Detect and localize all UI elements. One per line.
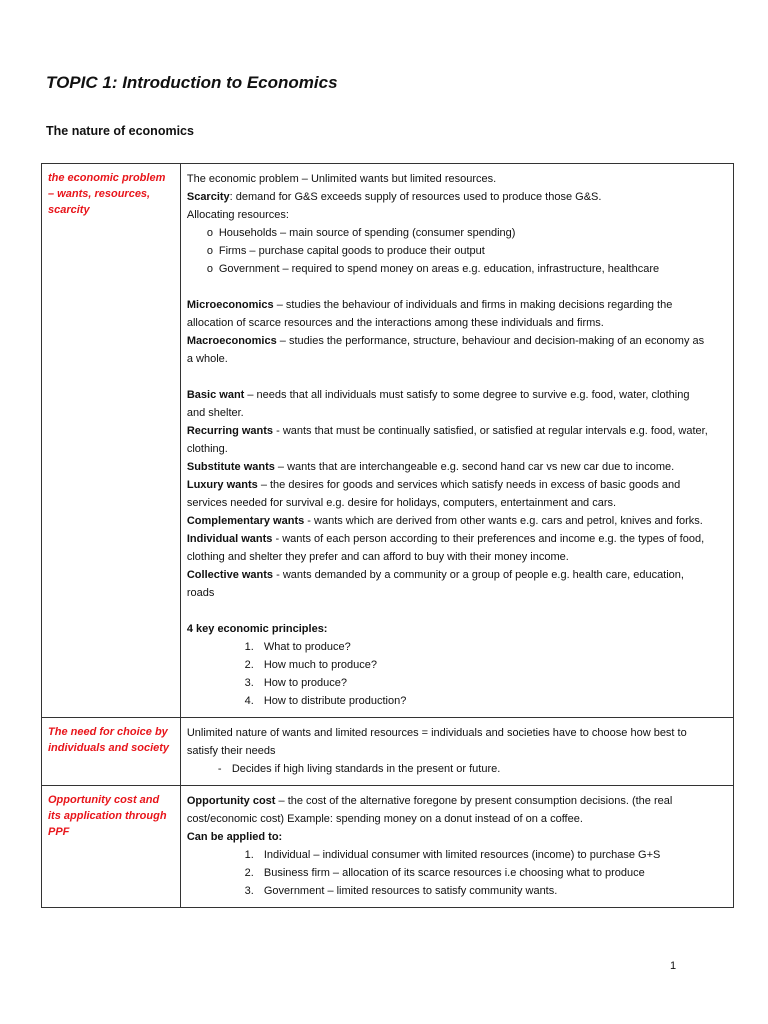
applied-heading — [187, 828, 727, 846]
list-item — [187, 224, 727, 242]
scarcity-definition — [187, 188, 727, 206]
definition: – wants that are interchangeable e.g. second hand car vs new car due to income. — [274, 461, 675, 473]
page-number: 1 — [670, 960, 677, 972]
definition: – studies the performance, structure, behaviour and decision-making of an economy as — [276, 335, 705, 347]
term: Recurring wants — [186, 425, 274, 437]
want-definition — [187, 476, 727, 494]
term: Collective wants — [186, 569, 274, 581]
list-item — [187, 242, 727, 260]
term: Opportunity cost — [186, 795, 276, 807]
term: Individual wants — [186, 533, 273, 545]
definition: - wants that must be continually satisfied, or satisfied at regular intervals e.g. food, water, — [273, 425, 708, 437]
table-row — [42, 164, 734, 718]
bullet-mark: o — [206, 263, 213, 275]
content-cell — [180, 786, 733, 908]
list-item-text: Government – limited resources to satisfy community wants. — [263, 885, 558, 897]
want-definition-cont: clothing. — [186, 443, 228, 455]
list-item — [187, 674, 727, 692]
definition: – the desires for goods and services which satisfy needs in excess of basic goods and — [257, 479, 681, 491]
spacer — [187, 368, 727, 386]
list-item-text: Firms – purchase capital goods to produce their output — [218, 245, 485, 257]
micro-definition-cont: allocation of scarce resources and the interactions among these individuals and firms. — [186, 317, 604, 329]
spacer — [187, 278, 727, 296]
list-item — [187, 638, 727, 656]
intro-text: The economic problem – Unlimited wants but limited resources. — [186, 173, 497, 185]
want-definition — [187, 566, 727, 584]
term: Substitute wants — [186, 461, 275, 473]
topic-cell: The need for choice by individuals and society — [42, 718, 181, 786]
term: Macroeconomics — [186, 335, 277, 347]
content-cell — [180, 164, 733, 718]
list-item-text: How much to produce? — [263, 659, 377, 671]
bullet-mark: o — [206, 227, 213, 239]
page-title: TOPIC 1: Introduction to Economics — [46, 73, 338, 92]
definition: : demand for G&S exceeds supply of resources used to produce those G&S. — [229, 191, 602, 203]
heading-text: Can be applied to: — [186, 831, 283, 843]
notes-table — [41, 163, 734, 908]
term: Basic want — [186, 389, 245, 401]
micro-definition — [187, 296, 727, 314]
want-definition — [187, 386, 727, 404]
list-item-text: How to distribute production? — [263, 695, 407, 707]
topic-cell: the economic problem – wants, resources, scarcity — [42, 164, 181, 718]
list-item-text: Decides if high living standards in the present or future. — [231, 763, 501, 775]
list-number: 2. — [244, 867, 254, 879]
dash-mark: - — [217, 763, 222, 775]
list-item — [187, 760, 727, 778]
want-definition — [187, 530, 727, 548]
definition: - wants of each person according to their preferences and income e.g. the types of food, — [272, 533, 705, 545]
want-definition-cont: and shelter. — [186, 407, 244, 419]
term: Microeconomics — [186, 299, 274, 311]
want-definition — [187, 458, 727, 476]
choice-text: Unlimited nature of wants and limited resources = individuals and societies have to choose how best to — [186, 727, 687, 739]
want-definition-cont: roads — [186, 587, 215, 599]
definition: – needs that all individuals must satisfy to some degree to survive e.g. food, water, clothing — [244, 389, 690, 401]
list-number: 2. — [244, 659, 254, 671]
table-row — [42, 718, 734, 786]
list-item-text: What to produce? — [263, 641, 351, 653]
list-item — [187, 260, 727, 278]
definition: - wants which are derived from other wants e.g. cars and petrol, knives and forks. — [304, 515, 703, 527]
list-number: 4. — [244, 695, 254, 707]
want-definition — [187, 422, 727, 440]
list-item — [187, 692, 727, 710]
definition: – studies the behaviour of individuals and firms in making decisions regarding the — [273, 299, 673, 311]
allocating-heading: Allocating resources: — [186, 209, 289, 221]
bullet-mark: o — [206, 245, 213, 257]
list-item-text: Government – required to spend money on areas e.g. education, infrastructure, healthcare — [218, 263, 660, 275]
list-item-text: Households – main source of spending (consumer spending) — [218, 227, 516, 239]
list-number: 1. — [244, 849, 254, 861]
section-subtitle: The nature of economics — [46, 124, 194, 138]
list-item-text: Business firm – allocation of its scarce resources i.e choosing what to produce — [263, 867, 645, 879]
definition: - wants demanded by a community or a group of people e.g. health care, education, — [273, 569, 684, 581]
list-item — [187, 864, 727, 882]
list-item — [187, 656, 727, 674]
term: Luxury wants — [186, 479, 258, 491]
topic-cell: Opportunity cost and its application through PPF — [42, 786, 181, 908]
list-item — [187, 846, 727, 864]
term: Scarcity — [186, 191, 230, 203]
spacer — [187, 602, 727, 620]
opportunity-cost-definition-cont: cost/economic cost) Example: spending money on a donut instead of on a coffee. — [186, 813, 583, 825]
macro-definition-cont: a whole. — [186, 353, 228, 365]
principles-heading — [187, 620, 727, 638]
choice-text-cont: satisfy their needs — [186, 745, 276, 757]
heading-text: 4 key economic principles: — [186, 623, 328, 635]
definition: – the cost of the alternative foregone by present consumption decisions. (the real — [275, 795, 673, 807]
macro-definition — [187, 332, 727, 350]
list-number: 1. — [244, 641, 254, 653]
content-cell — [180, 718, 733, 786]
list-number: 3. — [244, 677, 254, 689]
term: Complementary wants — [186, 515, 305, 527]
table-row — [42, 786, 734, 908]
want-definition-cont: services needed for survival e.g. desire for holidays, computers, entertainment and cars. — [186, 497, 617, 509]
want-definition-cont: clothing and shelter they prefer and can afford to buy with their money income. — [186, 551, 569, 563]
list-number: 3. — [244, 885, 254, 897]
list-item-text: How to produce? — [263, 677, 348, 689]
want-definition — [187, 512, 727, 530]
list-item — [187, 882, 727, 900]
opportunity-cost-definition — [187, 792, 727, 810]
list-item-text: Individual – individual consumer with limited resources (income) to purchase G+S — [263, 849, 661, 861]
